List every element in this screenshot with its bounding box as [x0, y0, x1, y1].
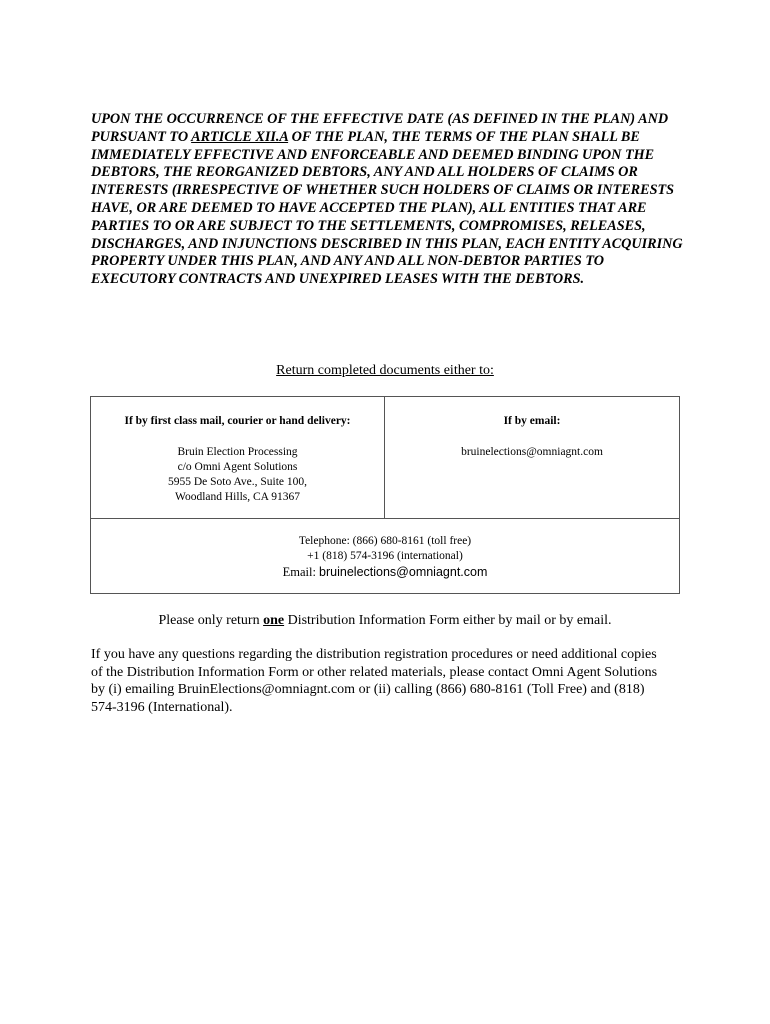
contact-email-line [91, 564, 679, 580]
email-delivery-cell [385, 397, 679, 518]
questions-paragraph: If you have any questions regarding the distribution registration procedures or need additional copies of the Distribution Information Form or other related materials, please contact Omni Agent Solutions by (i) emailing BruinElections@omniagnt.com or (ii) calling (866) 680-8161 (Toll Free) and (818) 574-3196 (International). [91, 647, 658, 715]
contact-info-row [91, 519, 679, 593]
mailing-address [91, 445, 384, 505]
mail-delivery-heading: If by first class mail, courier or hand delivery: [124, 415, 351, 427]
contact-lines [91, 534, 679, 580]
return-methods-table [90, 396, 680, 594]
contact-email-address: bruinelections@omniagnt.com [319, 565, 488, 579]
single-return-after: Distribution Information Form either by mail or by email. [284, 613, 612, 628]
address-line: Bruin Election Processing [177, 446, 298, 458]
effective-date-notice [91, 111, 683, 289]
telephone-line: Telephone: (866) 680-8161 (toll free) [298, 535, 472, 547]
return-heading-text: Return completed documents either to: [276, 363, 494, 378]
address-line: Woodland Hills, CA 91367 [175, 491, 300, 503]
article-reference: ARTICLE XII.A [191, 128, 289, 145]
mail-delivery-cell [91, 397, 385, 518]
international-phone-line: +1 (818) 574-3196 (international) [307, 550, 463, 562]
single-return-before: Please only return [158, 613, 264, 628]
single-return-emphasis: one [263, 613, 285, 628]
notice-text-before: UPON THE OCCURRENCE OF THE EFFECTIVE DATE (AS DEFINED IN THE PLAN) AND PURSUANT TO [91, 111, 669, 145]
email-label: Email: [282, 565, 320, 579]
address-line: 5955 De Soto Ave., Suite 100, [167, 476, 308, 488]
return-email-address: bruinelections@omniagnt.com [461, 446, 603, 458]
address-line: c/o Omni Agent Solutions [177, 461, 298, 473]
single-return-instruction [0, 612, 770, 630]
email-delivery-heading: If by email: [503, 415, 561, 427]
return-instructions-heading [0, 362, 770, 380]
notice-text-after: OF THE PLAN, THE TERMS OF THE PLAN SHALL BE IMMEDIATELY EFFECTIVE AND ENFORCEABLE AND DEEMED BINDING UPON THE DEBTORS, THE REORGANIZED DEBTORS, ANY AND ALL HOLDERS OF CLAIMS OR INTERESTS (IRRESPECTIVE OF WHETHER SUCH HOLDERS OF CLAIMS OR INTERESTS HAVE, OR ARE DEEMED TO HAVE ACCEPTED THE PLAN), ALL ENTITIES THAT ARE PARTIES TO OR ARE SUBJECT TO THE SETTLEMENTS, COMPROMISES, RELEASES, DISCHARGES, AND INJUNCTIONS DESCRIBED IN THIS PLAN, EACH ENTITY ACQUIRING PROPERTY UNDER THIS PLAN, AND ANY AND ALL NON-DEBTOR PARTIES TO EXECUTORY CONTRACTS AND UNEXPIRED LEASES WITH THE DEBTORS. [91, 128, 683, 288]
return-methods-row [91, 397, 679, 519]
